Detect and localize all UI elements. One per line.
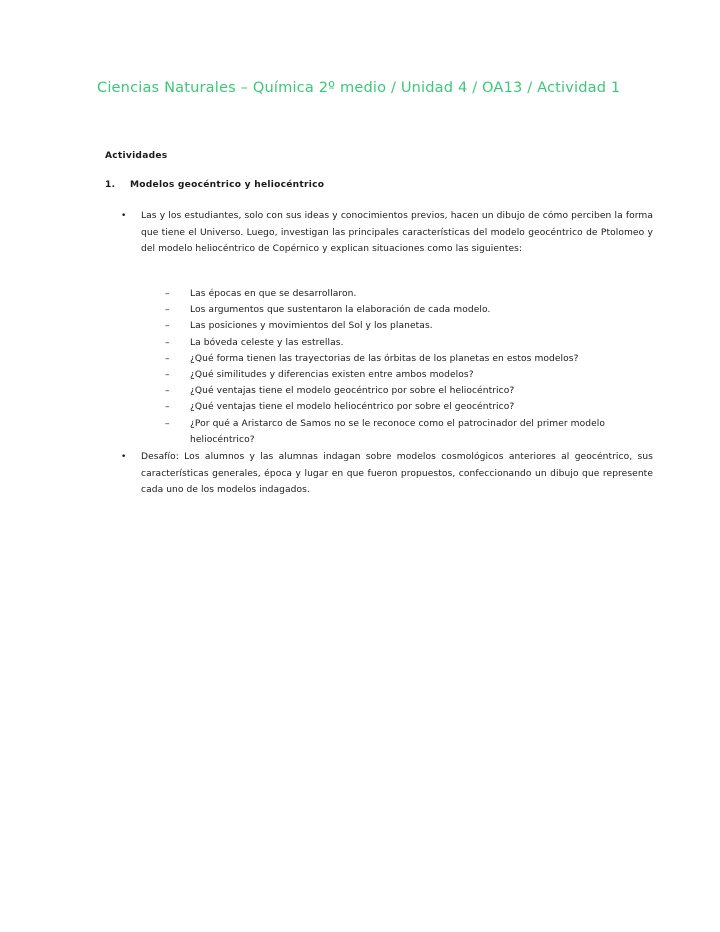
sub-list <box>165 286 635 448</box>
activity-title: Modelos geocéntrico y heliocéntrico <box>130 180 325 190</box>
sub-list-item-text: La bóveda celeste y las estrellas. <box>190 337 344 348</box>
sub-list-item <box>165 383 635 399</box>
bullet-marker-icon: • <box>121 211 127 221</box>
dash-marker-icon: – <box>165 289 170 299</box>
activities-heading: Actividades <box>105 151 168 161</box>
dash-marker-icon: – <box>165 321 170 332</box>
sub-list-item-text: Los argumentos que sustentaron la elaboración de cada modelo. <box>190 305 491 316</box>
list-item <box>121 449 653 499</box>
sub-list-item <box>165 318 635 334</box>
sub-list-item <box>165 286 635 302</box>
sub-list-item-text: ¿Qué ventajas tiene el modelo geocéntrico por sobre el heliocéntrico? <box>190 386 515 397</box>
bullet-marker-icon: • <box>121 452 127 462</box>
dash-marker-icon: – <box>165 305 170 316</box>
sub-list-item <box>165 367 635 383</box>
sub-list-item-text: ¿Por qué a Aristarco de Samos no se le reconoce como el patrocinador del primer modelo heliocéntrico? <box>190 418 606 445</box>
dash-marker-icon: – <box>165 337 170 348</box>
sub-list-item <box>165 302 635 318</box>
dash-marker-icon: – <box>165 418 170 429</box>
activity-heading <box>105 180 630 190</box>
dash-marker-icon: – <box>165 386 170 397</box>
dash-marker-icon: – <box>165 370 170 381</box>
sub-list-item-text: ¿Qué similitudes y diferencias existen entre ambos modelos? <box>190 370 474 381</box>
dash-marker-icon: – <box>165 402 170 413</box>
document-header-breadcrumb: Ciencias Naturales – Química 2º medio / Unidad 4 / OA13 / Actividad 1 <box>97 79 621 96</box>
sub-list-item <box>165 351 635 367</box>
dash-marker-icon: – <box>165 353 170 364</box>
sub-list-item-text: Las posiciones y movimientos del Sol y los planetas. <box>190 321 433 332</box>
sub-list-item-text: ¿Qué forma tienen las trayectorias de las órbitas de los planetas en estos modelos? <box>190 353 579 364</box>
list-item <box>121 208 653 258</box>
sub-list-item <box>165 399 635 415</box>
sub-list-item <box>165 335 635 351</box>
list-item-text: Desafío: Los alumnos y las alumnas indagan sobre modelos cosmológicos anteriores al geocéntrico, sus características generales, época y lugar en que fueron propuestos, confeccionando un dibujo que represente cada uno de los modelos indagados. <box>141 452 653 495</box>
sub-list-item-text: ¿Qué ventajas tiene el modelo heliocéntrico por sobre el geocéntrico? <box>190 402 515 413</box>
sub-list-item <box>165 416 635 448</box>
sub-list-item-text: Las épocas en que se desarrollaron. <box>190 289 357 299</box>
list-item-text: Las y los estudiantes, solo con sus ideas y conocimientos previos, hacen un dibujo de cómo perciben la forma que tiene el Universo. Luego, investigan las principales características del modelo geocéntrico de Ptolomeo y del modelo heliocéntrico de Copérnico y explican situaciones como las siguientes: <box>141 211 653 254</box>
activity-number: 1. <box>105 180 116 190</box>
